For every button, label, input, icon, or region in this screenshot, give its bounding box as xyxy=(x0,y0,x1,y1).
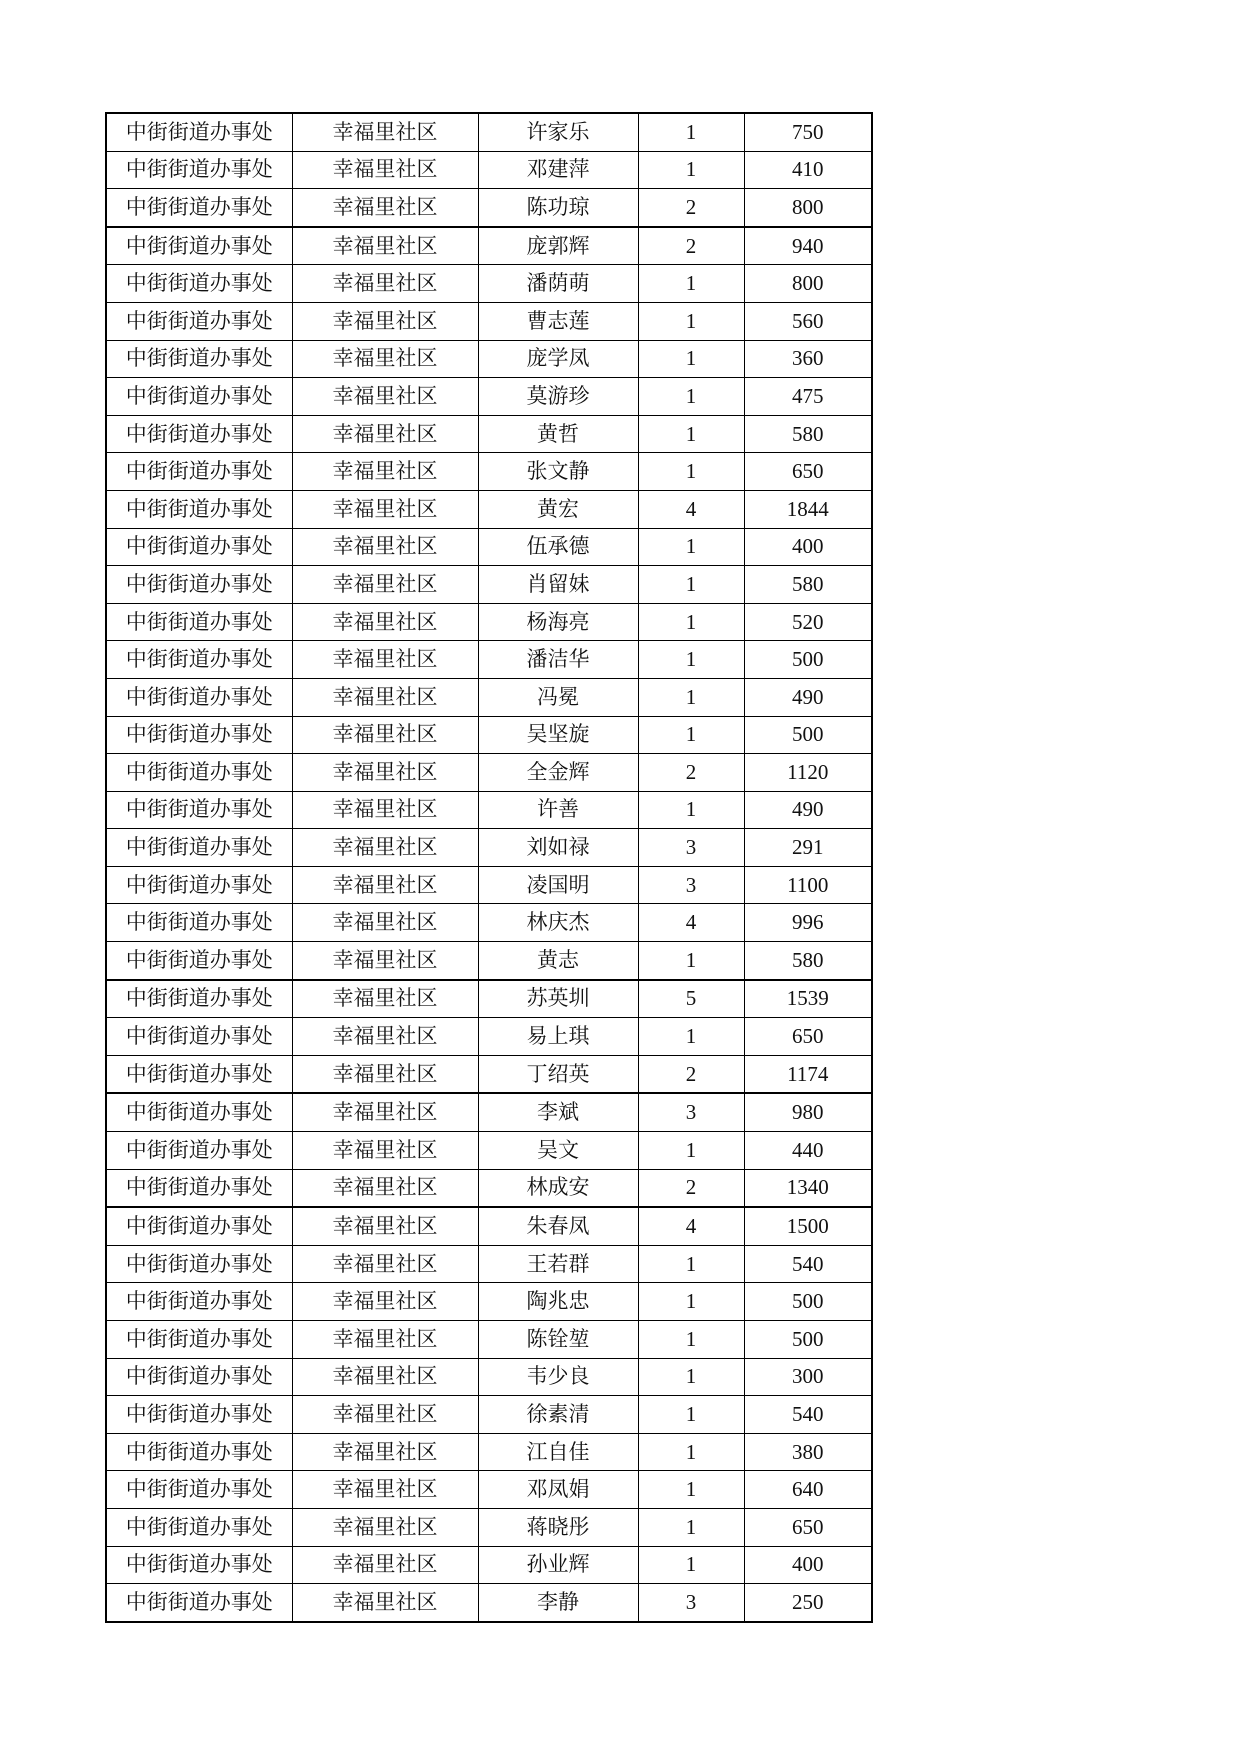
cell-name: 许善 xyxy=(478,791,638,829)
cell-name: 冯冕 xyxy=(478,678,638,716)
cell-name: 黄宏 xyxy=(478,490,638,528)
table-row xyxy=(106,189,872,227)
table-row xyxy=(106,1207,872,1245)
cell-count: 1 xyxy=(638,453,744,491)
cell-amount: 650 xyxy=(744,1508,872,1546)
cell-name: 孙业辉 xyxy=(478,1546,638,1584)
cell-office: 中街街道办事处 xyxy=(106,1584,292,1622)
table-row xyxy=(106,1546,872,1584)
cell-community: 幸福里社区 xyxy=(292,1508,478,1546)
cell-amount: 800 xyxy=(744,189,872,227)
cell-amount: 1844 xyxy=(744,490,872,528)
cell-community: 幸福里社区 xyxy=(292,678,478,716)
cell-office: 中街街道办事处 xyxy=(106,453,292,491)
cell-office: 中街街道办事处 xyxy=(106,942,292,980)
cell-amount: 500 xyxy=(744,716,872,754)
table-row xyxy=(106,1283,872,1321)
cell-community: 幸福里社区 xyxy=(292,942,478,980)
cell-community: 幸福里社区 xyxy=(292,490,478,528)
cell-amount: 980 xyxy=(744,1093,872,1131)
cell-office: 中街街道办事处 xyxy=(106,603,292,641)
cell-count: 3 xyxy=(638,1093,744,1131)
cell-name: 丁绍英 xyxy=(478,1055,638,1093)
cell-count: 1 xyxy=(638,1396,744,1434)
cell-community: 幸福里社区 xyxy=(292,378,478,416)
table-row xyxy=(106,302,872,340)
cell-count: 3 xyxy=(638,866,744,904)
cell-name: 曹志莲 xyxy=(478,302,638,340)
cell-office: 中街街道办事处 xyxy=(106,904,292,942)
cell-office: 中街街道办事处 xyxy=(106,151,292,189)
cell-count: 3 xyxy=(638,829,744,867)
table-row xyxy=(106,1169,872,1207)
table-row xyxy=(106,1132,872,1170)
table-row xyxy=(106,1321,872,1359)
cell-community: 幸福里社区 xyxy=(292,415,478,453)
cell-amount: 580 xyxy=(744,566,872,604)
cell-name: 韦少良 xyxy=(478,1358,638,1396)
cell-name: 全金辉 xyxy=(478,754,638,792)
cell-amount: 540 xyxy=(744,1245,872,1283)
cell-name: 莫游珍 xyxy=(478,378,638,416)
table-row xyxy=(106,151,872,189)
cell-count: 1 xyxy=(638,603,744,641)
cell-office: 中街街道办事处 xyxy=(106,378,292,416)
cell-community: 幸福里社区 xyxy=(292,302,478,340)
cell-community: 幸福里社区 xyxy=(292,866,478,904)
cell-office: 中街街道办事处 xyxy=(106,641,292,679)
cell-community: 幸福里社区 xyxy=(292,603,478,641)
cell-office: 中街街道办事处 xyxy=(106,791,292,829)
cell-count: 1 xyxy=(638,1508,744,1546)
cell-count: 1 xyxy=(638,1358,744,1396)
cell-office: 中街街道办事处 xyxy=(106,1508,292,1546)
cell-amount: 1500 xyxy=(744,1207,872,1245)
cell-office: 中街街道办事处 xyxy=(106,1433,292,1471)
cell-office: 中街街道办事处 xyxy=(106,189,292,227)
cell-amount: 1340 xyxy=(744,1169,872,1207)
table-row xyxy=(106,113,872,151)
cell-community: 幸福里社区 xyxy=(292,1093,478,1131)
cell-name: 庞学凤 xyxy=(478,340,638,378)
cell-count: 4 xyxy=(638,904,744,942)
cell-office: 中街街道办事处 xyxy=(106,1169,292,1207)
cell-office: 中街街道办事处 xyxy=(106,340,292,378)
cell-count: 1 xyxy=(638,340,744,378)
cell-community: 幸福里社区 xyxy=(292,1396,478,1434)
cell-count: 1 xyxy=(638,302,744,340)
cell-name: 黄志 xyxy=(478,942,638,980)
table-row xyxy=(106,1471,872,1509)
cell-name: 伍承德 xyxy=(478,528,638,566)
cell-amount: 300 xyxy=(744,1358,872,1396)
table-row xyxy=(106,1396,872,1434)
cell-amount: 360 xyxy=(744,340,872,378)
cell-name: 凌国明 xyxy=(478,866,638,904)
table-row xyxy=(106,265,872,303)
cell-count: 1 xyxy=(638,1283,744,1321)
cell-amount: 250 xyxy=(744,1584,872,1622)
cell-name: 吴坚旋 xyxy=(478,716,638,754)
cell-amount: 540 xyxy=(744,1396,872,1434)
cell-office: 中街街道办事处 xyxy=(106,566,292,604)
cell-count: 1 xyxy=(638,716,744,754)
cell-amount: 500 xyxy=(744,641,872,679)
cell-community: 幸福里社区 xyxy=(292,1358,478,1396)
cell-community: 幸福里社区 xyxy=(292,1055,478,1093)
cell-community: 幸福里社区 xyxy=(292,113,478,151)
cell-community: 幸福里社区 xyxy=(292,1245,478,1283)
cell-count: 1 xyxy=(638,1132,744,1170)
cell-name: 张文静 xyxy=(478,453,638,491)
cell-count: 4 xyxy=(638,490,744,528)
cell-amount: 291 xyxy=(744,829,872,867)
table-row xyxy=(106,716,872,754)
table-row xyxy=(106,603,872,641)
cell-office: 中街街道办事处 xyxy=(106,1207,292,1245)
data-table xyxy=(105,112,873,1623)
cell-amount: 500 xyxy=(744,1283,872,1321)
table-row xyxy=(106,453,872,491)
cell-name: 陶兆忠 xyxy=(478,1283,638,1321)
cell-office: 中街街道办事处 xyxy=(106,227,292,265)
cell-name: 苏英圳 xyxy=(478,980,638,1018)
cell-amount: 750 xyxy=(744,113,872,151)
cell-count: 1 xyxy=(638,113,744,151)
cell-name: 易上琪 xyxy=(478,1018,638,1056)
cell-count: 2 xyxy=(638,1055,744,1093)
table-row xyxy=(106,1508,872,1546)
cell-office: 中街街道办事处 xyxy=(106,754,292,792)
table-row xyxy=(106,1433,872,1471)
table-row xyxy=(106,340,872,378)
cell-office: 中街街道办事处 xyxy=(106,302,292,340)
cell-office: 中街街道办事处 xyxy=(106,1321,292,1359)
table-row xyxy=(106,528,872,566)
cell-community: 幸福里社区 xyxy=(292,829,478,867)
cell-community: 幸福里社区 xyxy=(292,716,478,754)
cell-office: 中街街道办事处 xyxy=(106,716,292,754)
cell-count: 1 xyxy=(638,415,744,453)
cell-community: 幸福里社区 xyxy=(292,1584,478,1622)
table-row xyxy=(106,1055,872,1093)
table-row xyxy=(106,1018,872,1056)
cell-amount: 580 xyxy=(744,942,872,980)
cell-community: 幸福里社区 xyxy=(292,980,478,1018)
cell-community: 幸福里社区 xyxy=(292,189,478,227)
table-row xyxy=(106,1245,872,1283)
table-row xyxy=(106,1358,872,1396)
cell-name: 杨海亮 xyxy=(478,603,638,641)
table-row xyxy=(106,904,872,942)
cell-community: 幸福里社区 xyxy=(292,1169,478,1207)
table-row xyxy=(106,566,872,604)
cell-amount: 1539 xyxy=(744,980,872,1018)
table-row xyxy=(106,378,872,416)
table-row xyxy=(106,1584,872,1622)
cell-office: 中街街道办事处 xyxy=(106,265,292,303)
cell-community: 幸福里社区 xyxy=(292,151,478,189)
cell-count: 3 xyxy=(638,1584,744,1622)
cell-name: 许家乐 xyxy=(478,113,638,151)
cell-amount: 1174 xyxy=(744,1055,872,1093)
cell-community: 幸福里社区 xyxy=(292,1207,478,1245)
cell-office: 中街街道办事处 xyxy=(106,1546,292,1584)
cell-name: 邓凤娟 xyxy=(478,1471,638,1509)
cell-count: 1 xyxy=(638,265,744,303)
table-body xyxy=(106,113,872,1622)
cell-count: 1 xyxy=(638,528,744,566)
cell-community: 幸福里社区 xyxy=(292,754,478,792)
cell-count: 2 xyxy=(638,189,744,227)
cell-amount: 490 xyxy=(744,678,872,716)
cell-count: 1 xyxy=(638,1245,744,1283)
cell-count: 2 xyxy=(638,754,744,792)
cell-count: 1 xyxy=(638,791,744,829)
cell-community: 幸福里社区 xyxy=(292,1433,478,1471)
cell-name: 邓建萍 xyxy=(478,151,638,189)
cell-count: 5 xyxy=(638,980,744,1018)
table-row xyxy=(106,791,872,829)
cell-name: 林庆杰 xyxy=(478,904,638,942)
cell-name: 蒋晓彤 xyxy=(478,1508,638,1546)
cell-amount: 410 xyxy=(744,151,872,189)
cell-amount: 380 xyxy=(744,1433,872,1471)
cell-community: 幸福里社区 xyxy=(292,1132,478,1170)
cell-community: 幸福里社区 xyxy=(292,791,478,829)
table-row xyxy=(106,415,872,453)
cell-community: 幸福里社区 xyxy=(292,1321,478,1359)
cell-count: 1 xyxy=(638,378,744,416)
cell-name: 陈铨堃 xyxy=(478,1321,638,1359)
cell-office: 中街街道办事处 xyxy=(106,1245,292,1283)
cell-community: 幸福里社区 xyxy=(292,1546,478,1584)
cell-office: 中街街道办事处 xyxy=(106,1018,292,1056)
table-row xyxy=(106,227,872,265)
cell-count: 1 xyxy=(638,1433,744,1471)
cell-name: 王若群 xyxy=(478,1245,638,1283)
cell-community: 幸福里社区 xyxy=(292,1018,478,1056)
cell-amount: 640 xyxy=(744,1471,872,1509)
cell-office: 中街街道办事处 xyxy=(106,1283,292,1321)
cell-count: 2 xyxy=(638,227,744,265)
cell-amount: 400 xyxy=(744,528,872,566)
cell-amount: 1100 xyxy=(744,866,872,904)
cell-amount: 650 xyxy=(744,1018,872,1056)
cell-office: 中街街道办事处 xyxy=(106,490,292,528)
cell-amount: 475 xyxy=(744,378,872,416)
cell-office: 中街街道办事处 xyxy=(106,1093,292,1131)
cell-community: 幸福里社区 xyxy=(292,528,478,566)
cell-office: 中街街道办事处 xyxy=(106,1132,292,1170)
table-row xyxy=(106,1093,872,1131)
cell-count: 1 xyxy=(638,1471,744,1509)
cell-office: 中街街道办事处 xyxy=(106,1471,292,1509)
cell-office: 中街街道办事处 xyxy=(106,415,292,453)
cell-office: 中街街道办事处 xyxy=(106,113,292,151)
cell-community: 幸福里社区 xyxy=(292,904,478,942)
table-row xyxy=(106,942,872,980)
cell-community: 幸福里社区 xyxy=(292,453,478,491)
cell-name: 庞郭辉 xyxy=(478,227,638,265)
cell-count: 1 xyxy=(638,1018,744,1056)
cell-office: 中街街道办事处 xyxy=(106,678,292,716)
cell-amount: 580 xyxy=(744,415,872,453)
cell-name: 黄哲 xyxy=(478,415,638,453)
cell-amount: 940 xyxy=(744,227,872,265)
cell-count: 1 xyxy=(638,1546,744,1584)
cell-amount: 520 xyxy=(744,603,872,641)
cell-name: 吴文 xyxy=(478,1132,638,1170)
cell-community: 幸福里社区 xyxy=(292,566,478,604)
cell-community: 幸福里社区 xyxy=(292,1283,478,1321)
cell-amount: 650 xyxy=(744,453,872,491)
cell-count: 1 xyxy=(638,151,744,189)
cell-community: 幸福里社区 xyxy=(292,641,478,679)
cell-amount: 490 xyxy=(744,791,872,829)
cell-amount: 440 xyxy=(744,1132,872,1170)
cell-name: 李斌 xyxy=(478,1093,638,1131)
cell-office: 中街街道办事处 xyxy=(106,528,292,566)
cell-count: 1 xyxy=(638,678,744,716)
table-row xyxy=(106,754,872,792)
cell-name: 潘荫萌 xyxy=(478,265,638,303)
cell-amount: 500 xyxy=(744,1321,872,1359)
cell-name: 陈功琼 xyxy=(478,189,638,227)
cell-office: 中街街道办事处 xyxy=(106,829,292,867)
cell-office: 中街街道办事处 xyxy=(106,980,292,1018)
cell-amount: 800 xyxy=(744,265,872,303)
cell-count: 1 xyxy=(638,942,744,980)
cell-name: 潘洁华 xyxy=(478,641,638,679)
cell-count: 1 xyxy=(638,1321,744,1359)
table-row xyxy=(106,866,872,904)
cell-amount: 400 xyxy=(744,1546,872,1584)
cell-amount: 996 xyxy=(744,904,872,942)
cell-community: 幸福里社区 xyxy=(292,340,478,378)
cell-count: 1 xyxy=(638,641,744,679)
cell-amount: 1120 xyxy=(744,754,872,792)
cell-community: 幸福里社区 xyxy=(292,227,478,265)
cell-amount: 560 xyxy=(744,302,872,340)
cell-office: 中街街道办事处 xyxy=(106,1358,292,1396)
cell-name: 刘如禄 xyxy=(478,829,638,867)
table-row xyxy=(106,678,872,716)
cell-office: 中街街道办事处 xyxy=(106,1055,292,1093)
cell-name: 朱春凤 xyxy=(478,1207,638,1245)
cell-community: 幸福里社区 xyxy=(292,265,478,303)
cell-office: 中街街道办事处 xyxy=(106,866,292,904)
table-row xyxy=(106,641,872,679)
cell-name: 李静 xyxy=(478,1584,638,1622)
cell-count: 4 xyxy=(638,1207,744,1245)
table-row xyxy=(106,829,872,867)
cell-name: 林成安 xyxy=(478,1169,638,1207)
cell-office: 中街街道办事处 xyxy=(106,1396,292,1434)
cell-community: 幸福里社区 xyxy=(292,1471,478,1509)
cell-count: 1 xyxy=(638,566,744,604)
cell-name: 肖留妹 xyxy=(478,566,638,604)
cell-name: 徐素清 xyxy=(478,1396,638,1434)
table-row xyxy=(106,490,872,528)
table-row xyxy=(106,980,872,1018)
cell-name: 江自佳 xyxy=(478,1433,638,1471)
cell-count: 2 xyxy=(638,1169,744,1207)
